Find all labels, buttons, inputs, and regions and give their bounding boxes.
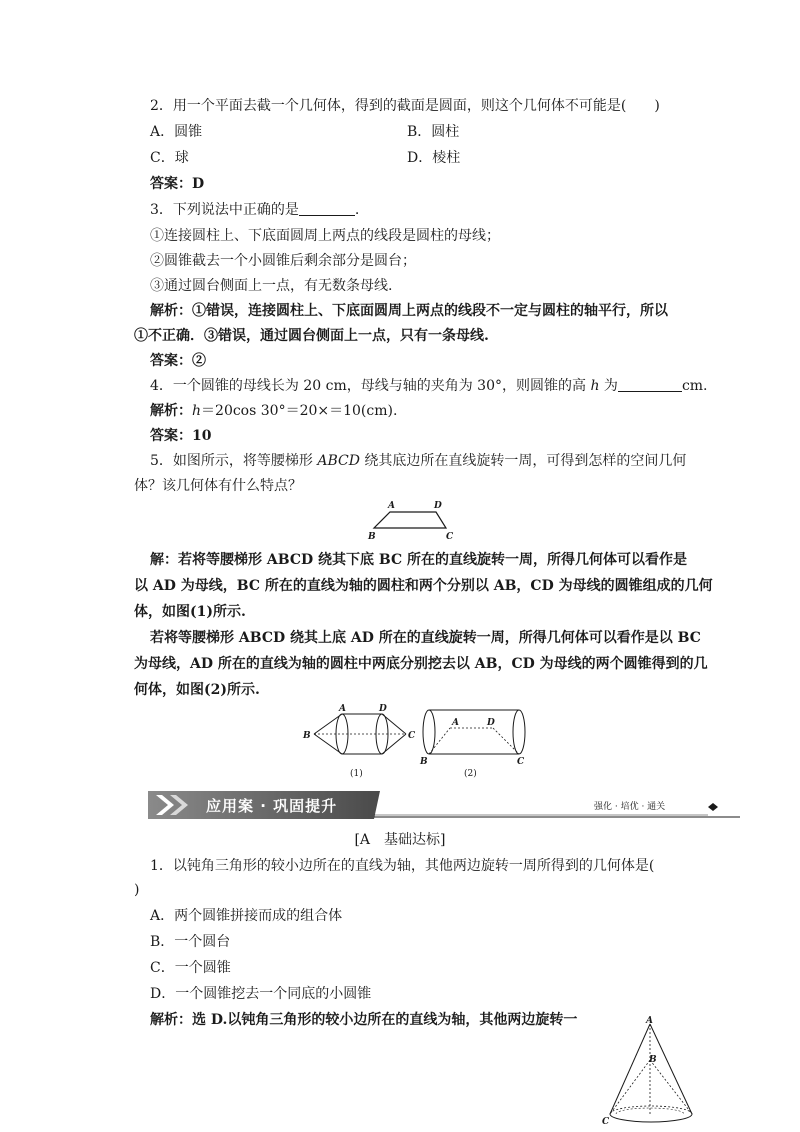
section-a-heading: [A 基础达标]	[354, 832, 446, 848]
q3-stem-text: 3．下列说法中正确的是	[150, 202, 299, 218]
q2-option-a: A．圆锥	[150, 124, 203, 140]
q5-stem-line2: 体？该几何体有什么特点？	[134, 478, 302, 494]
label-c: C	[446, 532, 454, 542]
q4-stem-mid: 为	[599, 378, 618, 394]
q4-analysis	[150, 401, 397, 421]
a-q1-option-b: B．一个圆台	[150, 934, 231, 950]
a-q1-option-a: A．两个圆锥拼接而成的组合体	[150, 908, 343, 924]
q2-stem: 2．用一个平面去截一个几何体，得到的截面是圆面，则这个几何体不可能是( )	[150, 98, 660, 114]
q2-answer: 答案：D	[150, 176, 205, 192]
section-banner	[148, 791, 740, 819]
q5-solution2-line1: 若将等腰梯形 ABCD 绕其上底 AD 所在的直线旋转一周，所得几何体可以看作是以 BC	[150, 630, 701, 646]
label-d: D	[434, 501, 442, 511]
fig2-label-b: B	[420, 757, 428, 767]
q5-solution1-line3: 体，如图(1)所示.	[134, 604, 246, 620]
a-q1-analysis: 解析：选 D.以钝角三角形的较小边所在的直线为轴，其他两边旋转一	[150, 1012, 578, 1028]
fig1-label-b: B	[303, 731, 311, 741]
fig1-label-d: D	[379, 704, 387, 714]
q4-analysis-var: h	[192, 403, 202, 419]
q5-solution2-line2: 为母线，AD 所在的直线为轴的圆柱中两底分别挖去以 AB，CD 为母线的两个圆锥得到的几	[134, 656, 708, 672]
answer-blank	[299, 201, 355, 216]
diamond-icon	[708, 803, 718, 811]
q4-answer: 答案：10	[150, 428, 212, 444]
fig2-label-d: D	[487, 718, 495, 728]
a-q1-option-d: D．一个圆锥挖去一个同底的小圆锥	[150, 986, 372, 1002]
solids-of-revolution-figure	[300, 702, 540, 782]
cone-figure	[596, 1014, 706, 1132]
q4-unit: cm.	[681, 378, 708, 394]
q3-statement-3: ③通过圆台侧面上一点，有无数条母线.	[150, 278, 393, 294]
q5-stem-line1	[150, 451, 686, 471]
q4-stem-text: 4．一个圆锥的母线长为 20 cm，母线与轴的夹角为 30°，则圆锥的高	[150, 378, 591, 394]
q5-solution1-line1: 解：若将等腰梯形 ABCD 绕其下底 BC 所在的直线旋转一周，所得几何体可以看作是	[150, 552, 687, 568]
cone-label-a: A	[646, 1016, 653, 1026]
fig1-caption: (1)	[350, 769, 363, 779]
cone-label-c: C	[602, 1117, 610, 1127]
fig2-caption: (2)	[464, 769, 477, 779]
q2-option-c: C．球	[150, 150, 189, 166]
q5-solution1-line2: 以 AD 为母线，BC 所在的直线为轴的圆柱和两个分别以 AB，CD 为母线的圆锥组成的几何	[134, 578, 713, 594]
fig1-label-c: C	[408, 731, 416, 741]
q3-stem-end: .	[354, 202, 360, 218]
a-q1-option-c: C．一个圆锥	[150, 960, 231, 976]
cone-label-b: B	[649, 1055, 657, 1065]
label-a: A	[388, 501, 395, 511]
q3-stem	[150, 200, 359, 220]
banner-title: 应用案 · 巩固提升	[206, 797, 338, 815]
fig1-label-a: A	[339, 704, 346, 714]
label-b: B	[368, 532, 376, 542]
q4-analysis-label: 解析：	[150, 403, 192, 419]
q5-stem-text-2: 绕其底边所在直线旋转一周，可得到怎样的空间几何	[359, 453, 687, 469]
q5-solution2-line3: 何体，如图(2)所示.	[134, 682, 260, 698]
figure-2-hollow-cylinder	[419, 710, 525, 779]
figure-1-cone-cylinder	[302, 704, 416, 779]
q2-option-d: D．棱柱	[407, 150, 461, 166]
q5-stem-text: 5．如图所示，将等腰梯形	[150, 453, 318, 469]
a-q1-stem-line2: )	[134, 882, 140, 898]
q4-var-h: h	[590, 378, 600, 394]
q3-analysis-line1: 解析：①错误，连接圆柱上、下底面圆周上两点的线段不一定与圆柱的轴平行，所以	[150, 303, 668, 319]
q2-option-b: B．圆柱	[407, 124, 460, 140]
fig2-label-c: C	[517, 757, 525, 767]
banner-tagline: 强化 · 培优 · 通关	[594, 802, 666, 812]
q3-analysis-line2: ①不正确．③错误，通过圆台侧面上一点，只有一条母线.	[134, 328, 489, 344]
a-q1-stem-line1: 1．以钝角三角形的较小边所在的直线为轴，其他两边旋转一周所得到的几何体是(	[150, 858, 655, 874]
q3-statement-1: ①连接圆柱上、下底面圆周上两点的线段是圆柱的母线；	[150, 228, 500, 244]
q4-analysis-text: ＝20cos 30°＝20×＝10(cm).	[201, 403, 398, 419]
q5-stem-abcd: ABCD	[317, 453, 360, 469]
trapezoid-figure	[364, 498, 464, 542]
q3-statement-2: ②圆锥截去一个小圆锥后剩余部分是圆台；	[150, 253, 416, 269]
fig2-label-a: A	[452, 718, 459, 728]
answer-blank	[618, 377, 682, 392]
q3-answer: 答案：②	[150, 353, 206, 369]
q4-stem	[150, 376, 708, 396]
